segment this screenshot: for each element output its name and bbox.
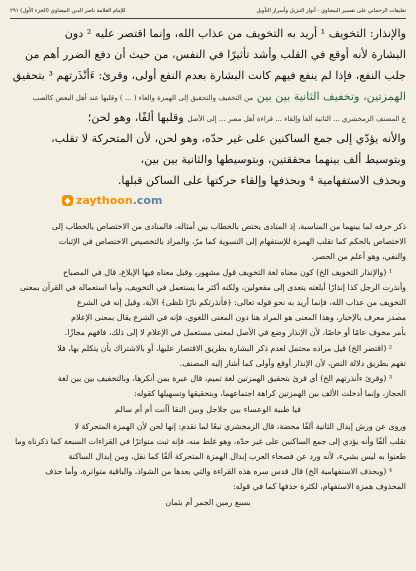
commentary-line-18: المحذوف همزة الاستفهام، لكثرة حذفها كما في قوله:	[233, 482, 406, 492]
matn-tail: وقلبها ألفًا، وهو لحن؛	[87, 111, 184, 124]
header-left-title: للإمام العلامة ناصر الدين البيضاوي (الجزء الأول) ٢٩١	[10, 7, 126, 14]
matn-line-3: جلب النفع، فإذا لم ينفع فيهم كانت البشارة بعدم النفع أولى، وقرئ: ءَأنْذَرتهم ³ بتحقيق	[12, 69, 406, 82]
commentary-line-5: وأنذرت الرجل كذا إنذارًا أبلغته يتعدى إلى مفعولين، ولكنه أكثر ما يستعمل في التخويف، وأما استعماله في القرآن بمعنى	[20, 282, 406, 292]
matn-line-5: والأنه يؤدّي إلى جمع الساكنين على غير حدّه، وهو لحن، لأن المتحركة لا تقلب،	[51, 132, 406, 145]
matn-line-4b	[10, 107, 406, 128]
commentary-line-2: الاختصاص بالحكم كما تقلب الهمزة للإستفهام إلى التسوية كما مرّ، والمراد بالتخصيص الاختصاص في الإثبات	[58, 237, 406, 247]
logo-domain: .com	[132, 194, 163, 207]
commentary-line-16: طعنوا به ليس بشيء، لأنه ورد عن فصحاء العرب إبدال الهمزة المتحركة ألفًا كما نقل، ومن إبدال الساكنة	[68, 452, 406, 462]
commentary-line-11: ³ (وقرئ ءأنذرتهم الخ) أي قرئ بتحقيق الهمزتين لغة تميم، قال عبرة بمن أنكرها، وبالتخفيف بين بين لغة	[57, 374, 392, 384]
commentary-line-14: وروى عن ورش إبدال الثانية ألفًا محضة، قال الزمخشري تبعًا لما تقدم: إنها لحن لأن الهمزة المتحركة لا	[74, 421, 406, 431]
commentary-line-15: تقلب ألفًا وأنه يؤدي إلى جمع الساكنين على غير حدّه، وهو غلط منه، فإنه ثبت متواترًا في القراءات السبعة كما ذكرناه وما	[14, 436, 406, 446]
commentary-line-4: ¹ (والإنذار التخويف الخ) كون معناه لغة التخويف قول مشهور، وقيل معناه فيها الإبلاغ، قال في المصباح	[62, 267, 392, 277]
poetry-verse-2: بسبع رمين الجمر أم بثمان	[165, 497, 251, 507]
matn-line-2: البشارة لأنه أوقع في القلب وأشد تأثيرًا في النفس، من حيث أن دفع الضرر أهم من	[24, 48, 406, 61]
matn-small-note-1: من التخفيف والتحقيق إلى الهمزة والعاء ( ... ) وقلبها عند أهل البعض كالصب	[32, 94, 254, 102]
zaythoon-logo-icon: ◆	[62, 195, 73, 206]
commentary-line-6: التخويف من عذاب الله، فإنما أريد به نحو قوله تعالى: ﴿فأنذرتكم نارًا تلظى﴾ الآية، وقيل إنه في الشرع	[77, 298, 406, 308]
logo-name: zaythoon	[76, 194, 133, 207]
main-text	[10, 23, 406, 191]
commentary-line-9: ² (اقتصر الخ) قيل مراده محتمل لعدم ذكر البشارة بطريق الاقتصار عليها، أو بالاشتراك بأن يتكلم بها، فلا	[57, 343, 392, 353]
commentary-text	[10, 219, 406, 510]
running-header	[10, 6, 406, 19]
matn-line-7: وبحذف الاستفهامية ⁴ وبحذفها وإلقاء حركتها على الساكن قبلها.	[117, 174, 406, 187]
zaythoon-logo	[62, 194, 162, 207]
commentary-line-8: بأمر مخوف عامًا أو خاصًا، لأن الإنذار وضع في الأصل لمعنى مستعمل في الإعلام لا إلى ذلك، فافهم مجازًا.	[64, 328, 406, 338]
commentary-line-7: مصدر معرف بالإخبار، وهذا المعنى هو المراد هنا دون المعنى اللغوي، فإنه في الشرع يقال بمعنى الإعلام	[71, 313, 406, 323]
matn-line-4	[10, 86, 406, 107]
watermark-row	[10, 193, 406, 215]
commentary-line-10: تفهم بطريق دلالة النص، لأن الإنذار أوقع وأولى كما أشار إليه المصنف.	[179, 358, 406, 368]
matn-small-note-2: ع المصنف الزمخشري ... الثانية ألفا وإلقاء ... قراءة أهل مصر ... إلى الأصل	[187, 115, 406, 123]
commentary-line-12: الحجاز، وإنما أدخلت الألف بين الهمزتين كراهة اجتماعهما، وبتحقيقها وتسهيلها كقوله:	[133, 389, 406, 399]
matn-line-4-text: الهمزتين، وتخفيف الثانية بين بين	[256, 90, 406, 103]
commentary-line-1: ذكر حرفه لما بينهما من المناسبة، إذ المنادى يختص بالخطاب بين أمثاله، فالمنادى من الاختصاص بالخطاب إلى	[51, 222, 406, 231]
matn-line-1: والإنذار: التخويف ¹ أريد به التخويف من عذاب الله، وإنما اقتصر عليه ² دون	[64, 27, 406, 40]
header-right-title: تعليقات الرحماني على تفسير البيضاوي - أنوار التنزيل وأسرار التأويل	[256, 7, 406, 14]
commentary-line-17: ⁴ (وبحذف الاستفهامية الخ) قال قدس سره هذه القراءة والتي بعدها من الشواذ، والباقية متواترة، وأما حذف	[45, 467, 392, 477]
commentary-line-3: والنفي، وهو أعلم من الحصر.	[311, 252, 406, 262]
matn-line-6: وبتوسيط ألف بينهما محققتين، وبتوسيطها والثانية بين بين،	[140, 153, 406, 166]
poetry-verse-1: فيا ظبية الوعساء بين جلاجل وبين النقا آأنت أم أم سالم	[114, 404, 302, 415]
